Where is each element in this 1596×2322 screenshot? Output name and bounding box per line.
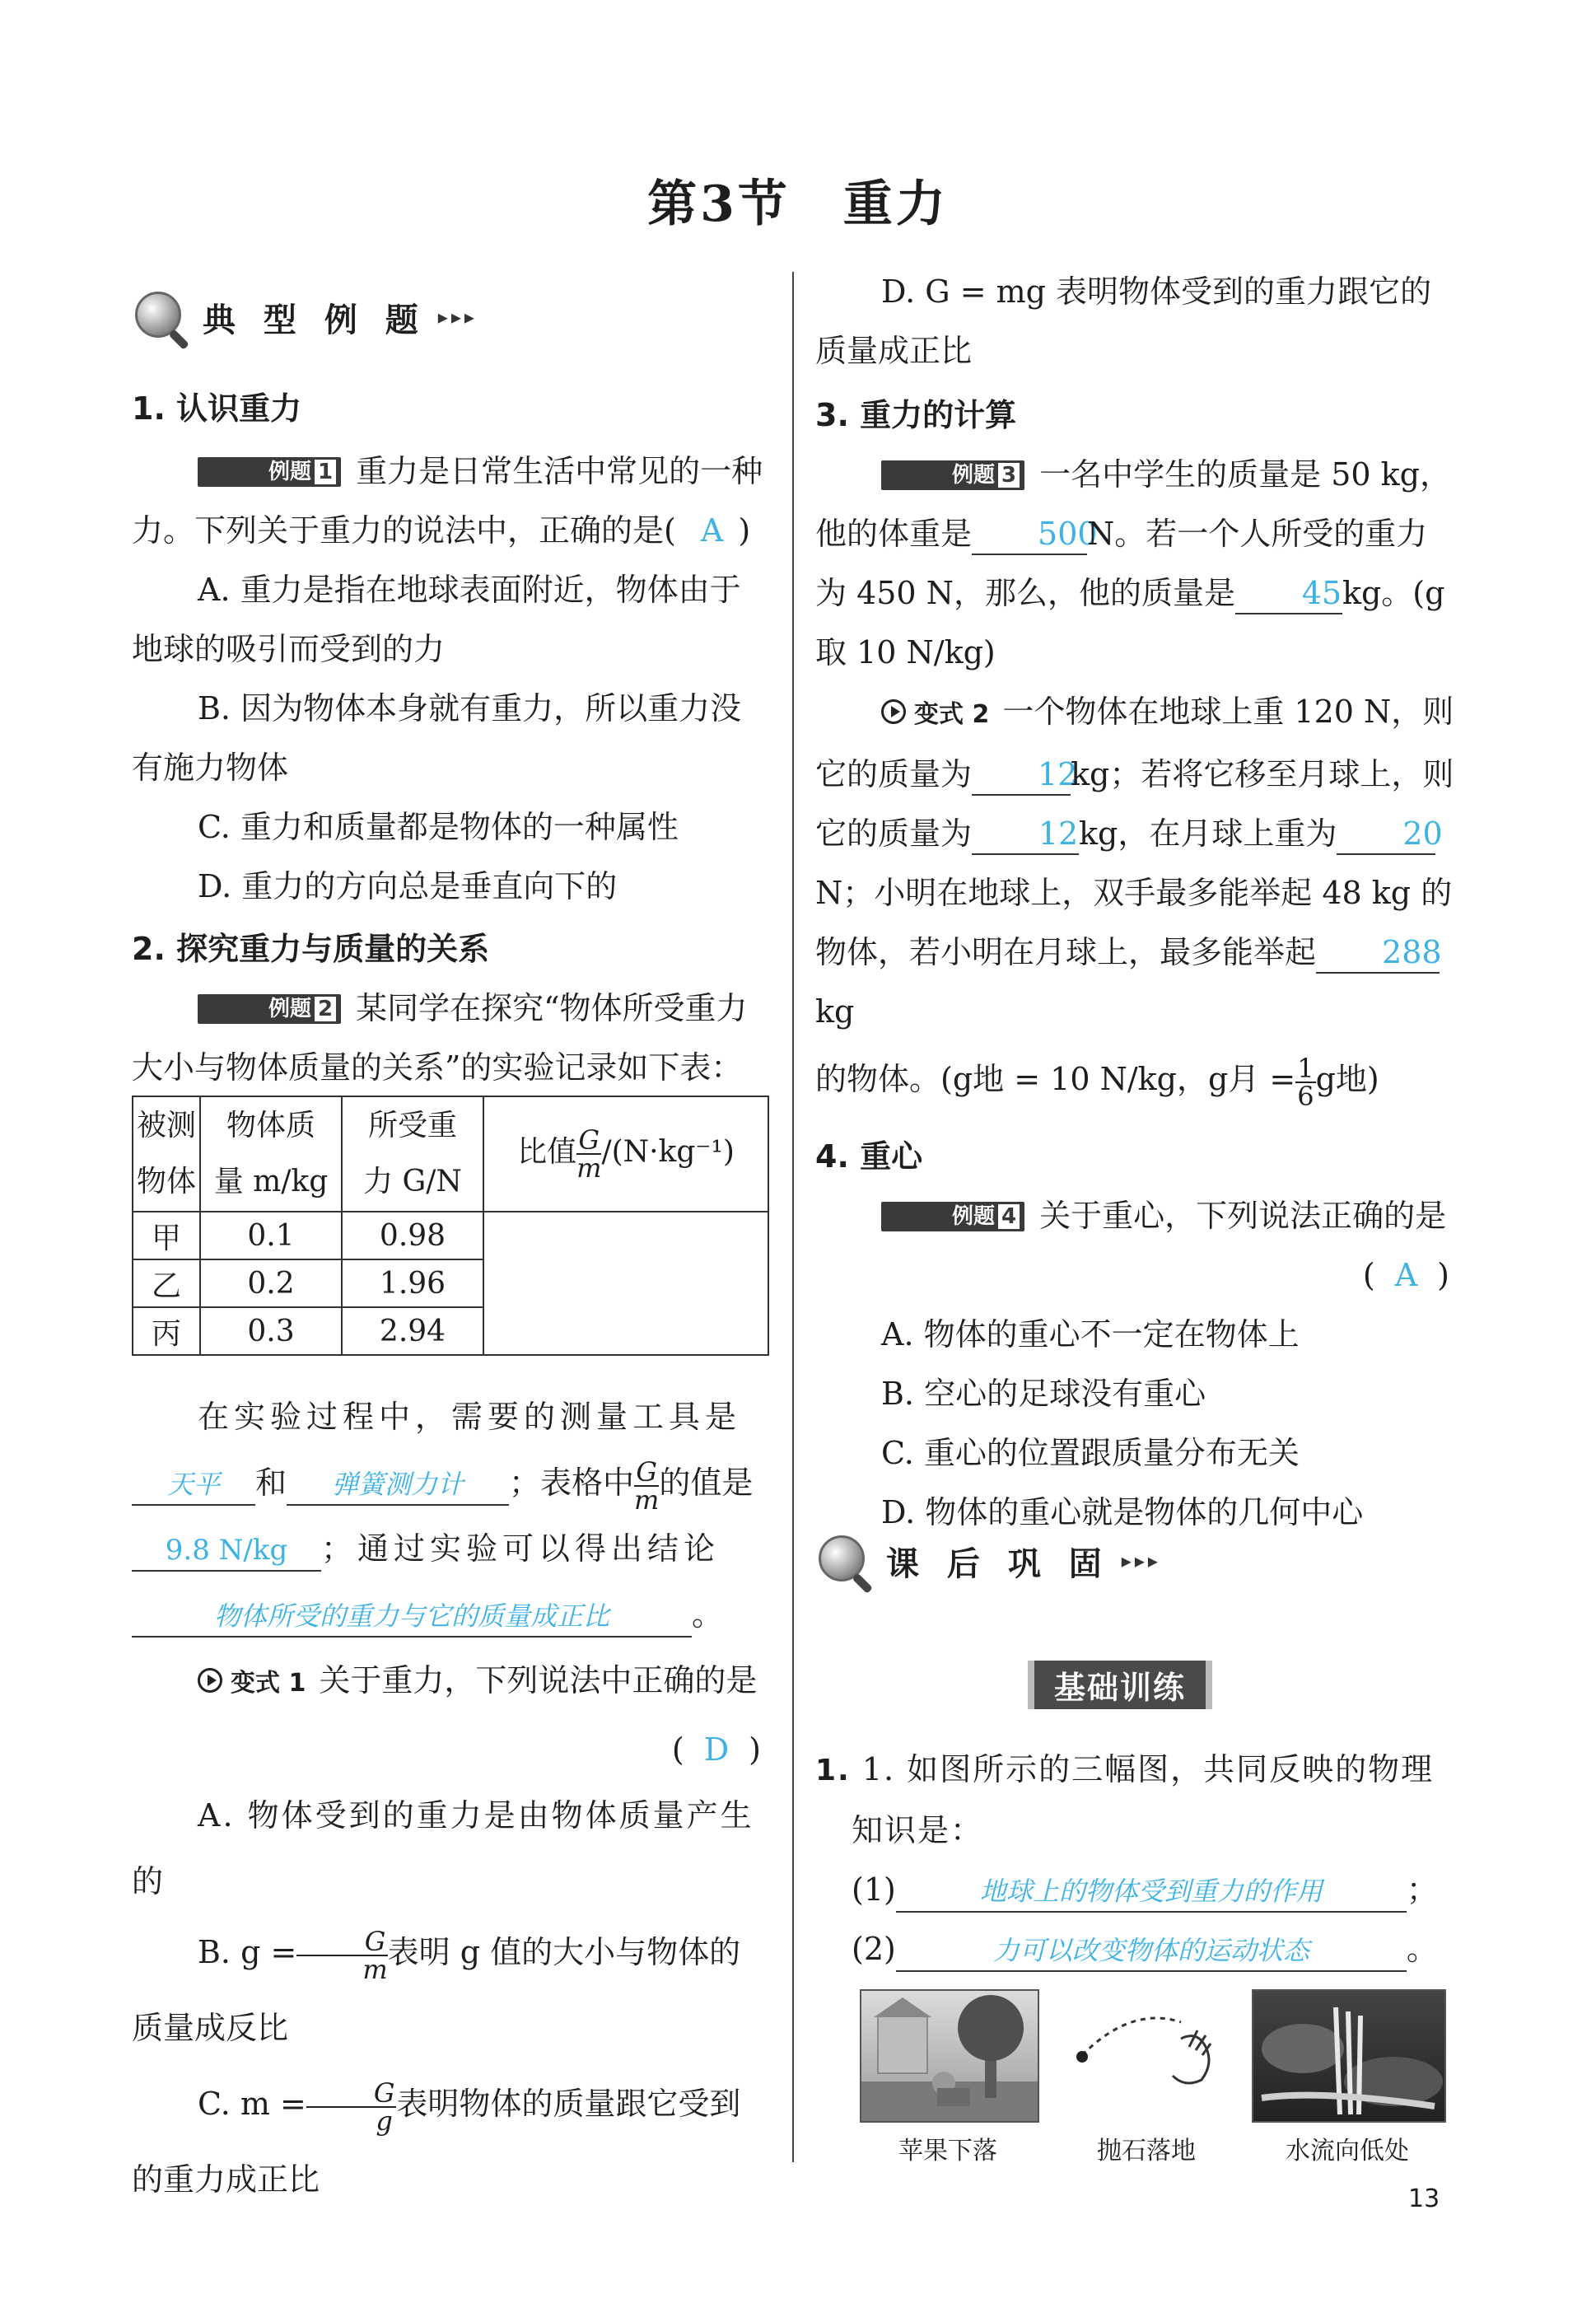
example-tag: 例题 1: [198, 457, 341, 487]
example-2-question: 在实验过程中，需要的测量工具是: [198, 1399, 742, 1435]
variant-2: 变式 2 一个物体在地球上重 120 N，则它的质量为 12kg；若将它移至月球上，则它的质量为 12kg，在月球上重为 20N；小明在地球上，双手最多能举起 48 kg 的物体，若小明在月球上，最多能举起 288kg: [815, 694, 1454, 1030]
header-ratio: 比值 $\frac{G}{m}$ /(N·kg⁻¹): [483, 1096, 768, 1212]
ratio-cell: [483, 1212, 768, 1355]
question-1-part-1: (1) 地球上的物体受到重力的作用 ；: [815, 1860, 1458, 1919]
option-a: A. 物体的重心不一定在物体上: [881, 1316, 1300, 1353]
option-d: D. 物体的重心就是物体的几何中心: [881, 1494, 1364, 1530]
variant-1-answer: ( D ): [671, 1731, 761, 1768]
example-1: 例题 1 重力是日常生活中常见的一种力。下列关于重力的说法中，正确的是( A ): [132, 453, 763, 549]
magnifier-icon: [132, 288, 189, 346]
caption-stone: 抛石落地: [1097, 2137, 1196, 2165]
variant-1-option-a: A. 物体受到的重力是由物体质量产生的: [132, 1797, 754, 1899]
answer-weight: 500: [972, 514, 1087, 555]
variant-1-option-c: C. m = $\frac{G}{g}$ 表明物体的质量跟它受到的重力成正比: [132, 2077, 741, 2198]
answer-tool-1: 天平: [132, 1465, 255, 1506]
heading-4: 4. 重心: [815, 1138, 923, 1175]
example-4-answer: ( A ): [1362, 1257, 1449, 1293]
question-1: 1. 1. 如图所示的三幅图，共同反映的物理知识是：: [815, 1751, 1435, 1848]
answer-tool-2: 弹簧测力计: [287, 1465, 509, 1506]
table-row: 乙 0.2 1.96: [133, 1259, 768, 1307]
section-examples-header: [132, 288, 478, 346]
magnifier-icon: [815, 1532, 873, 1590]
arrows-icon: ▸▸▸: [1121, 1549, 1161, 1572]
example-3: 例题 3 一名中学生的质量是 50 kg，他的体重是 500N。若一个人所受的重力为 450 N，那么，他的质量是 45kg。(g 取 10 N/kg): [815, 456, 1451, 670]
example-4: 例题 4 关于重心，下列说法正确的是: [815, 1186, 1458, 1245]
table-row: 甲 0.1 0.98: [133, 1212, 768, 1259]
example-2-conclusion: 物体所受的重力与它的质量成正比 。: [132, 1581, 769, 1647]
answer-2: 力可以改变物体的运动状态: [896, 1931, 1407, 1972]
option-c: C. 重力和质量都是物体的一种属性: [198, 809, 679, 845]
answer: A: [700, 512, 724, 549]
example-2: 例题 2 某同学在探究“物体所受重力大小与物体质量的关系”的实验记录如下表：: [132, 990, 748, 1086]
example-tag: 例题 2: [198, 994, 341, 1024]
answer-1: 12: [972, 755, 1071, 796]
answer-2: 12: [972, 814, 1079, 855]
water-flow-image: [1252, 1989, 1446, 2123]
heading-2: 2. 探究重力与质量的关系: [132, 931, 490, 967]
answer-mass: 45: [1235, 573, 1342, 614]
answer-1: 地球上的物体受到重力的作用: [896, 1871, 1407, 1913]
header-object: 被测 物体: [133, 1096, 200, 1212]
variant-2-note: 的物体。(g地 = 10 N/kg，g月 = $\frac{1}{6}$ g地): [815, 1052, 1379, 1112]
option-a: A. 重力是指在地球表面附近，物体由于地球的吸引而受到的力: [132, 572, 741, 667]
question-1-part-2: (2) 力可以改变物体的运动状态 。: [815, 1919, 1458, 1979]
answer-4: 288: [1316, 932, 1440, 974]
experiment-table: [132, 1096, 769, 1356]
answer-conclusion: 物体所受的重力与它的质量成正比: [132, 1596, 692, 1638]
column-divider: [792, 272, 794, 2162]
page-title: 第3节 重力: [647, 175, 949, 233]
example-2-tools: 天平 和 弹簧测力计 ；表格中 $\frac{G}{m}$ 的值是: [132, 1450, 769, 1516]
example-2-ratio: 9.8 N/kg ；通过实验可以得出结论: [132, 1516, 769, 1581]
option-c: C. 重心的位置跟质量分布无关: [881, 1435, 1300, 1471]
arrows-icon: ▸▸▸: [437, 306, 478, 329]
header-mass: 物体质 量 m/kg: [200, 1096, 342, 1212]
section-label: 典 型 例 题: [203, 301, 427, 339]
left-column-top: [132, 379, 769, 1097]
option-b: B. 空心的足球没有重心: [881, 1376, 1206, 1412]
answer-3: 20: [1337, 814, 1435, 855]
basic-training-banner: 基础训练: [1028, 1661, 1212, 1709]
example-tag: 例题 3: [881, 460, 1024, 490]
apple-falling-image: [860, 1989, 1039, 2123]
page-number: 13: [1408, 2184, 1440, 2213]
stone-throw-image: [1057, 1989, 1235, 2119]
answer-ratio: 9.8 N/kg: [132, 1530, 321, 1572]
example-tag: 例题 4: [881, 1202, 1024, 1231]
heading-3: 3. 重力的计算: [815, 397, 1017, 433]
option-d: D. 重力的方向总是垂直向下的: [198, 868, 618, 904]
variant-1-option-b: B. g = $\frac{G}{m}$ 表明 g 值的大小与物体的质量成反比: [132, 1925, 741, 2046]
caption-apple: 苹果下落: [898, 2137, 997, 2165]
variant-1-option-d: D. G = mg 表明物体受到的重力跟它的质量成正比: [815, 273, 1432, 369]
table-row: 丙 0.3 2.94: [133, 1307, 768, 1355]
right-column-bottom: [815, 1740, 1458, 1979]
play-icon: [881, 699, 906, 724]
right-column-top: [815, 262, 1458, 1542]
section-label: 课 后 巩 固: [886, 1544, 1110, 1583]
option-b: B. 因为物体本身就有重力，所以重力没有施力物体: [132, 690, 742, 786]
left-column-bottom: [132, 1384, 769, 2217]
section-review-header: [815, 1532, 1161, 1590]
variant-1: 变式 1 关于重力，下列说法中正确的是: [132, 1647, 769, 1717]
heading-1: 1. 认识重力: [132, 390, 302, 427]
header-weight: 所受重 力 G/N: [342, 1096, 483, 1212]
caption-water: 水流向低处: [1286, 2137, 1409, 2165]
play-icon: [198, 1668, 222, 1693]
